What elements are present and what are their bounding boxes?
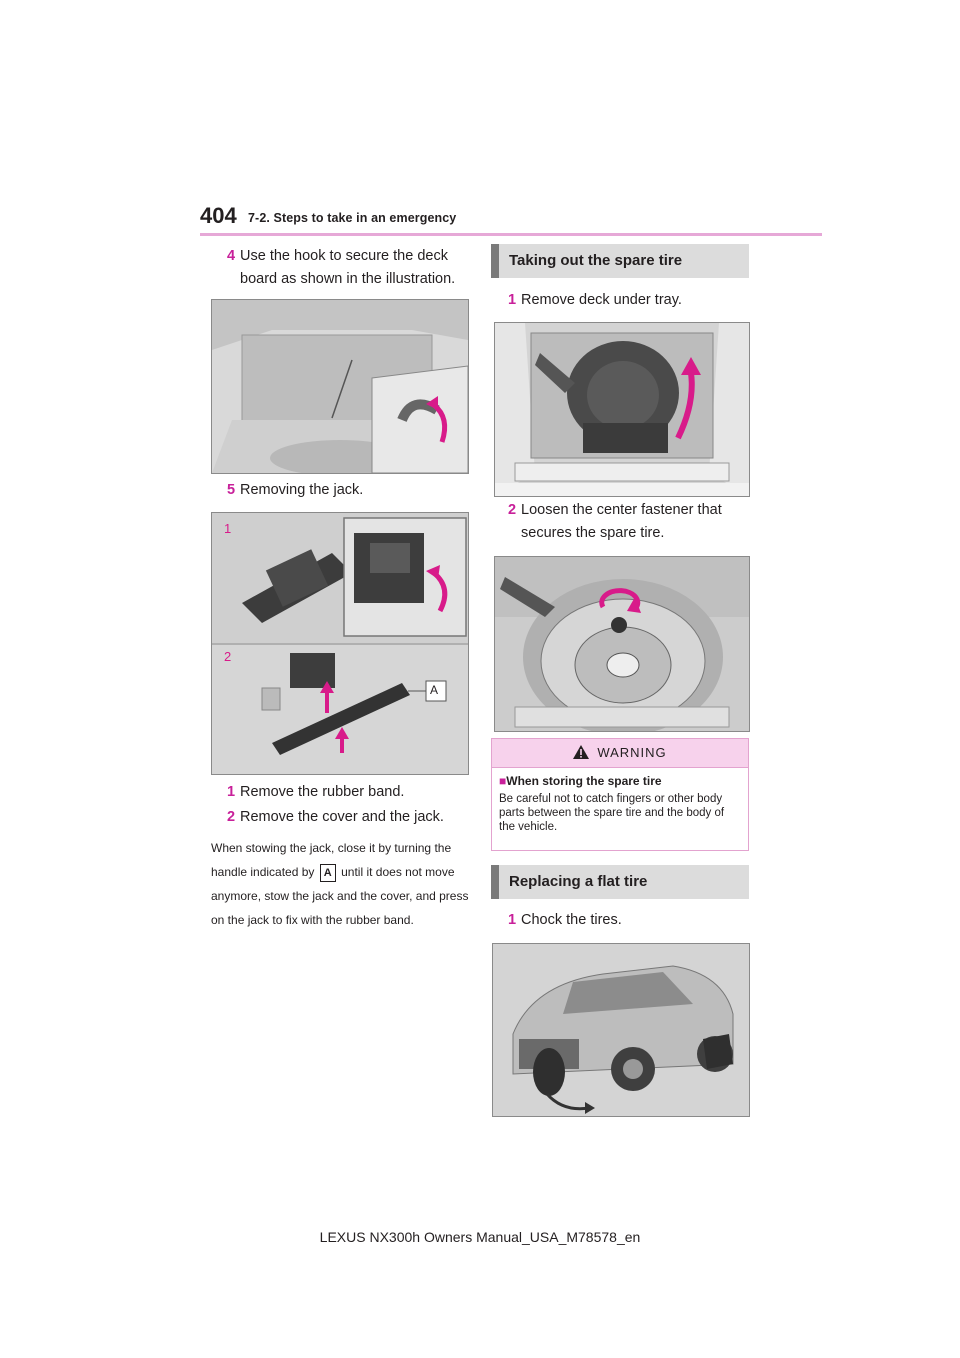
figure-deck-tray (494, 322, 750, 497)
stow-note (211, 836, 469, 932)
footer-manual-id: LEXUS NX300h Owners Manual_USA_M78578_en (319, 1229, 641, 1245)
spare-step-1: 1 Remove deck under tray. (508, 289, 753, 312)
figure-callout-1: 1 (224, 521, 232, 536)
section-title: 7-2. Steps to take in an emergency (248, 211, 457, 225)
step-5: 5 Removing the jack. (227, 479, 472, 502)
spare-step-2: 2 Loosen the center fastener that secures the spare tire. (508, 499, 753, 545)
heading-replacing-flat: Replacing a flat tire (491, 865, 749, 899)
figure-chock-tires (492, 943, 750, 1117)
flat-step-1-text: Chock the tires. (521, 912, 622, 928)
spare-step-1-text: Remove deck under tray. (521, 292, 682, 308)
figure-callout-a: A (430, 683, 439, 697)
heading-taking-out-spare: Taking out the spare tire (491, 244, 749, 278)
stow-note-after: until it does not move anymore, stow the jack and the cover, and press on the jack to fix with the rubber band. (211, 865, 469, 927)
figure-removing-jack (211, 512, 469, 775)
figure-callout-2: 2 (224, 649, 232, 664)
step-4: 4 Use the hook to secure the deck board as shown in the illustration. (227, 245, 472, 291)
stow-note-before: When stowing the jack, close it by turning the handle indicated by (211, 841, 452, 879)
substep-1-text: Remove the rubber band. (240, 784, 405, 800)
warning-box (491, 738, 749, 851)
callout-a-badge: A (320, 864, 336, 882)
substep-2-text: Remove the cover and the jack. (240, 809, 444, 825)
spare-step-2-text: Loosen the center fastener that secures the spare tire. (521, 502, 722, 541)
warning-triangle-icon (573, 745, 589, 759)
flat-step-1: 1 Chock the tires. (508, 909, 753, 932)
warning-title: WARNING (597, 745, 667, 760)
substep-1: 1 Remove the rubber band. (227, 781, 472, 804)
step-4-text: Use the hook to secure the deck board as shown in the illustration. (240, 248, 456, 287)
page-number: 404 (200, 203, 237, 228)
header-rule (200, 233, 822, 236)
warning-header (492, 739, 748, 768)
substep-2: 2 Remove the cover and the jack. (227, 806, 472, 829)
step-5-text: Removing the jack. (240, 482, 364, 498)
warning-body: Be careful not to catch fingers or other body parts between the spare tire and the body of the vehicle. (499, 793, 725, 833)
figure-center-fastener (494, 556, 750, 732)
figure-deck-board-hook (211, 299, 469, 474)
warning-subtitle: ■When storing the spare tire (499, 774, 662, 788)
bullet-square-icon: ■ (499, 774, 507, 788)
